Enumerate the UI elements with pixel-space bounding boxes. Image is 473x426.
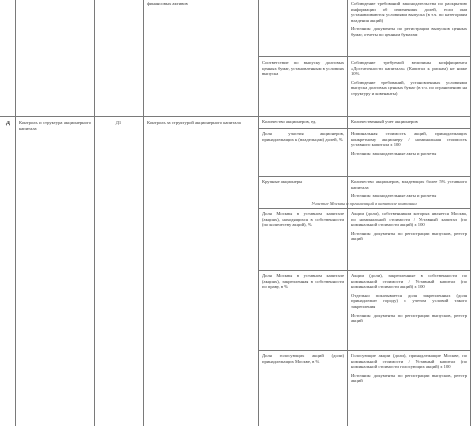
definition-text: Голосующие акции (доли), принадлежащие Москве, по номинальной стоимости / Уставный капитал (по номинальной стоимости голосующих акций) х 100 — [351, 353, 467, 370]
row-definition — [351, 353, 467, 387]
column-divider — [15, 0, 16, 426]
column-divider — [143, 0, 144, 426]
row-indicator: Доля Москвы в уставном капитале (акциях), закрепленная в собственности по праву, в % — [262, 273, 344, 290]
row-indicator: Доля участия акционеров, принадлежащих к (владельцам) долей, % — [262, 131, 344, 142]
top-col3-text: финансовых активов — [147, 1, 188, 6]
row-divider — [258, 270, 471, 271]
section-subtitle: Контроль за структурой акционерного капитала — [147, 120, 241, 125]
row-definition — [351, 131, 467, 159]
top-row2-definition — [351, 60, 467, 100]
row-divider — [258, 176, 471, 177]
section-code: Д1 — [115, 120, 122, 125]
row-indicator: Крупные акционеры — [262, 179, 303, 184]
column-divider — [470, 0, 471, 426]
source-text: Источник: документы по регистрации выпусков, реестр акций — [351, 312, 467, 324]
note-text: Соблюдение требований, установленных условиями выпуска долговых ценных бумаг (в т.ч. по ограничению на структуру и ковенанты) — [351, 79, 467, 96]
row-indicator: Доля голосующих акций (доли) принадлежащих Москве, в % — [262, 353, 344, 364]
section-divider — [0, 116, 471, 117]
definition-text: Количество акционеров, владеющих более 5% уставного капитала — [351, 179, 467, 190]
source-text: Источник: документы по регистрации выпусков ценных бумаг, отчеты по ценным бумагам — [351, 26, 467, 37]
definition-text: Акции (доли), закрепленные в собственности по номинальной стоимости / Уставный капитал (по номинальной стоимости акций) х 100 — [351, 273, 467, 290]
definition-text: Соблюдение требуемой величины коэффициента «Достаточности капитала» (Капитал к рискам) не ниже 10% — [351, 60, 467, 77]
row-indicator: Доля Москвы в уставном капитале (акциях), находящихся в собственности (по количеству акций), % — [262, 211, 344, 228]
source-text: Источник: документы по регистрации выпусков, реестр акций — [351, 230, 467, 242]
row-divider — [258, 208, 471, 209]
top-row1-definition — [351, 1, 467, 41]
row-indicator: Количество акционеров, ед. — [262, 119, 317, 124]
row-divider — [258, 350, 471, 351]
section-letter: Д — [5, 121, 11, 126]
source-text: Источник: законодательные акты и расчеты — [351, 150, 437, 156]
definition-text: Акции (доли), собственником которых является Москва, по номинальной стоимости / Уставный капитал (по номинальной стоимости акций) х 100 — [351, 211, 467, 228]
column-divider — [258, 0, 259, 426]
column-divider — [347, 0, 348, 426]
row-divider — [258, 56, 471, 57]
subheading: Участие Москвы и организаций в капитале компании — [311, 201, 417, 206]
note-text: Отдельно показывается доля закрепленных (доля принадлежит городу) с учетом условий такого закрепления — [351, 292, 467, 309]
row-definition — [351, 179, 467, 202]
section-title: Контроль и структура акционерного капитала — [19, 120, 91, 131]
source-text: Источник: законодательные акты и расчеты — [351, 193, 437, 199]
top-row2-indicator: Соответствие по выпуску долговых ценных бумаг, установленным в условиях выпуска — [262, 60, 344, 77]
definition-text: Соблюдение требований законодательства по раскрытию информации об изменениях долей, если они устанавливаются условиями выпуска (в т.ч. по категориям владения акций) — [351, 1, 467, 23]
definition-text: Номинальная стоимость акций, принадлежащих конкретному акционеру / номинальная стоимость уставного капитала х 100 — [351, 131, 467, 148]
row-definition: Количественный учет акционеров — [351, 119, 418, 124]
column-divider — [94, 0, 95, 426]
row-divider — [258, 128, 471, 129]
source-text: Источник: документы по регистрации выпусков, реестр акций — [351, 372, 467, 384]
row-definition — [351, 211, 467, 245]
row-definition — [351, 273, 467, 327]
